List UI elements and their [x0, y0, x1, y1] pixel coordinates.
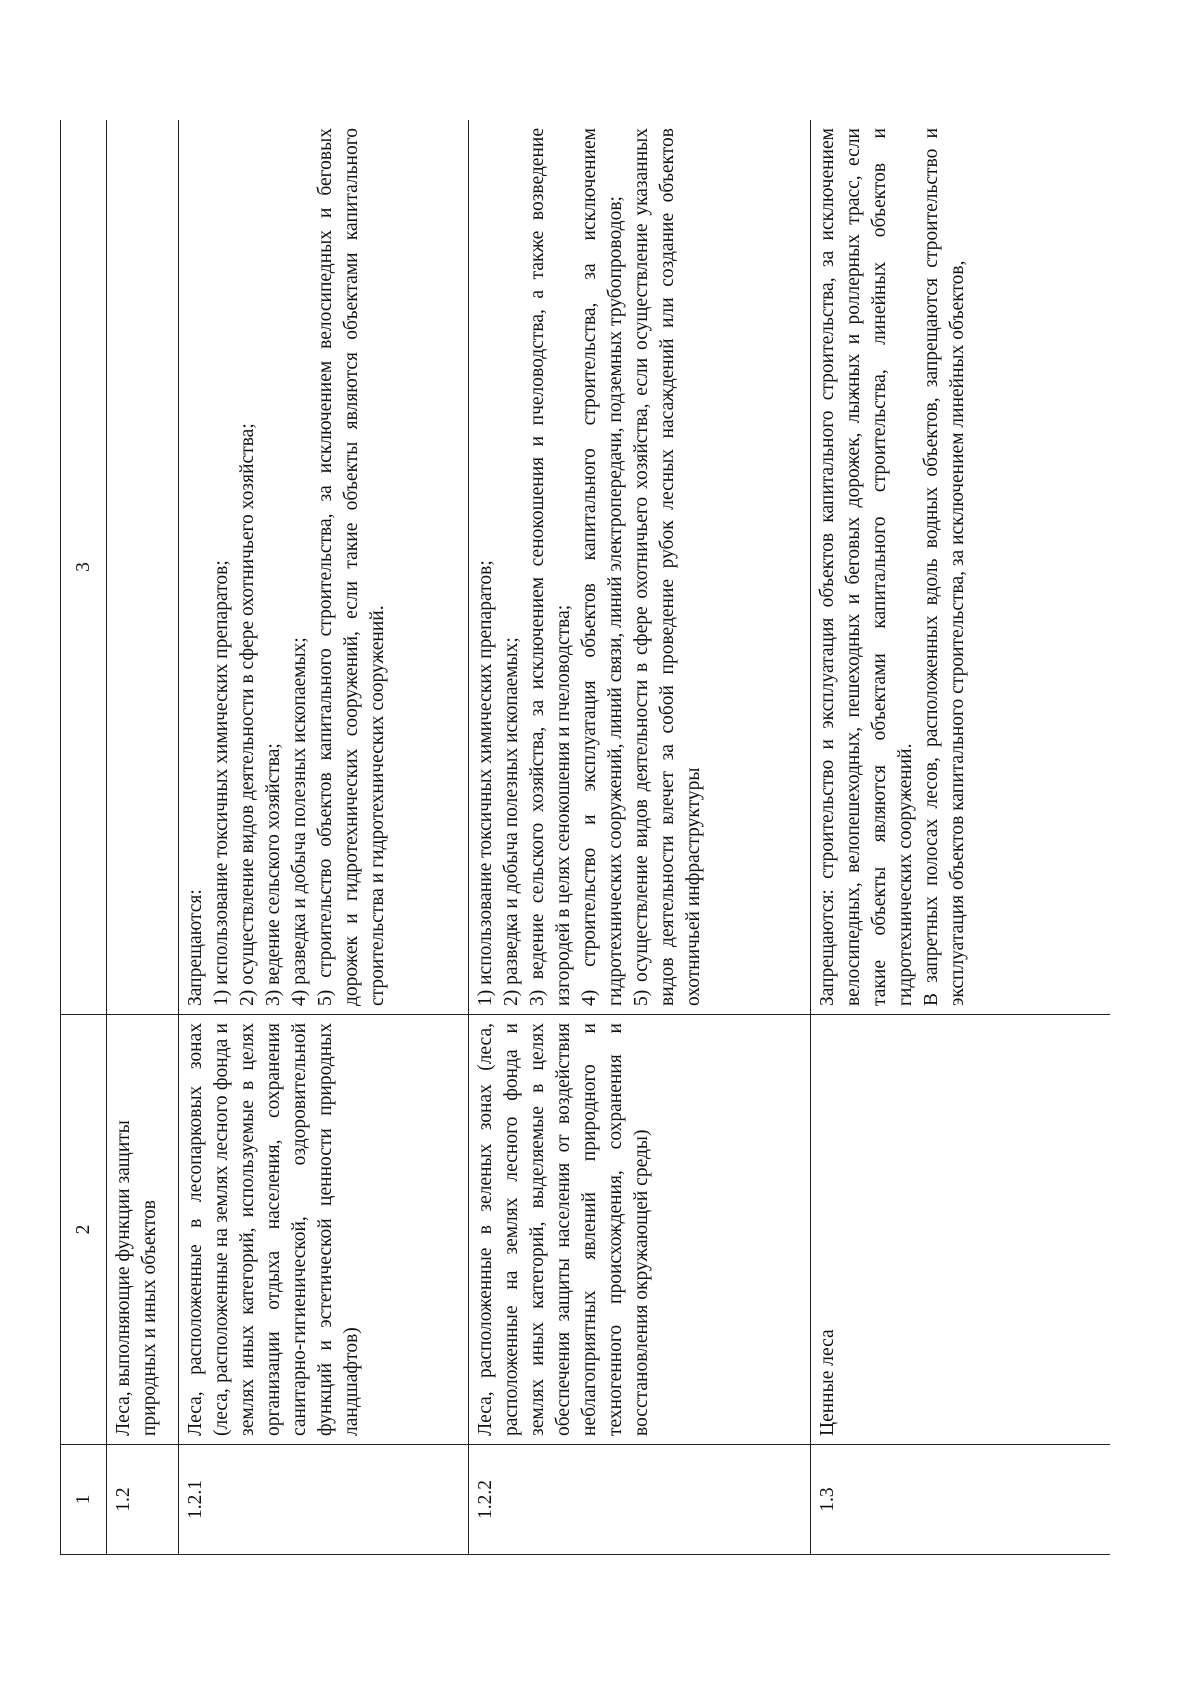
header-col-1: 1: [61, 1445, 107, 1555]
restriction-line: 4) строительство и эксплуатация объектов капитального строительства, за исключением гидротехнических сооружений, линий связи, линий электропередачи, подземных трубопроводов;: [579, 128, 626, 1006]
restriction-line: 2) осуществление видов деятельности в сфере охотничьего хозяйства;: [237, 423, 258, 1006]
forest-category: Леса, выполняющие функции защиты природных и иных объектов: [107, 1015, 179, 1445]
restrictions-cell: [179, 120, 469, 1015]
restriction-line: 1) использование токсичных химических препаратов;: [475, 560, 496, 1006]
restriction-line: 1) использование токсичных химических препаратов;: [211, 560, 232, 1006]
restrictions-cell: [811, 120, 1111, 1015]
row-number: 1.2: [107, 1445, 179, 1555]
table-row: [179, 120, 469, 1555]
restriction-line: 3) ведение сельского хозяйства, за исключением сенокошения и пчеловодства, а также возведение изгородей в целях сенокошения и пчеловодства;: [527, 128, 574, 1006]
table-row: [469, 120, 811, 1555]
restrictions-cell: [469, 120, 811, 1015]
forest-category: Ценные леса: [811, 1015, 1111, 1445]
forest-rules-table: [60, 120, 1110, 1555]
restriction-line: В запретных полосах лесов, расположенных вдоль водных объектов, запрещаются строительство и эксплуатация объектов капитального строительства, за исключением линейных объектов,: [921, 128, 968, 1006]
restriction-line: 4) разведка и добыча полезных ископаемых;: [289, 637, 310, 1006]
restriction-line: 5) строительство объектов капитального строительства, за исключением велосипедных и беговых дорожек и гидротехнических сооружений, если такие объекты являются объектами капитального строительства и гидротехнических сооружений.: [315, 128, 388, 1006]
restriction-line: Запрещаются: строительство и эксплуатация объектов капитального строительства, за исключением велосипедных, велопешеходных, пешеходных и беговых дорожек, лыжных и роллерных трасс, если такие объекты являются объектами капитального строительства, линейных объектов и гидротехнических сооружений.: [817, 128, 916, 1006]
header-col-2: 2: [61, 1015, 107, 1445]
restriction-line: Запрещаются:: [185, 889, 206, 1006]
restriction-line: 2) разведка и добыча полезных ископаемых;: [501, 637, 522, 1006]
rotated-table-container: [60, 120, 1110, 1555]
table-row: [811, 120, 1111, 1555]
header-col-3: 3: [61, 120, 107, 1015]
table-header-row: [61, 120, 107, 1555]
row-number: 1.3: [811, 1445, 1111, 1555]
row-number: 1.2.2: [469, 1445, 811, 1555]
rotated-page-frame: [60, 120, 1110, 1555]
forest-category: Леса, расположенные в зеленых зонах (леса, расположенные на землях лесного фонда и землях иных категорий, выделяемые в целях обеспечения защиты населения от воздействия неблагоприятных явлений природного и техногенного происхождения, сохранения и восстановления окружающей среды): [469, 1015, 811, 1445]
forest-category: Леса, расположенные в лесопарковых зонах (леса, расположенные на землях лесного фонда и землях иных категорий, используемые в целях организации отдыха населения, сохранения санитарно-гигиенической, оздоровительной функций и эстетической ценности природных ландшафтов): [179, 1015, 469, 1445]
table-row: [107, 120, 179, 1555]
row-number: 1.2.1: [179, 1445, 469, 1555]
restriction-line: 5) осуществление видов деятельности в сфере охотничьего хозяйства, если осуществление указанных видов деятельности влечет за собой проведение рубок лесных насаждений или создание объектов охотничьей инфраструктуры: [631, 128, 704, 1006]
restriction-line: 3) ведение сельского хозяйства;: [263, 743, 284, 1006]
restrictions-cell: [107, 120, 179, 1015]
